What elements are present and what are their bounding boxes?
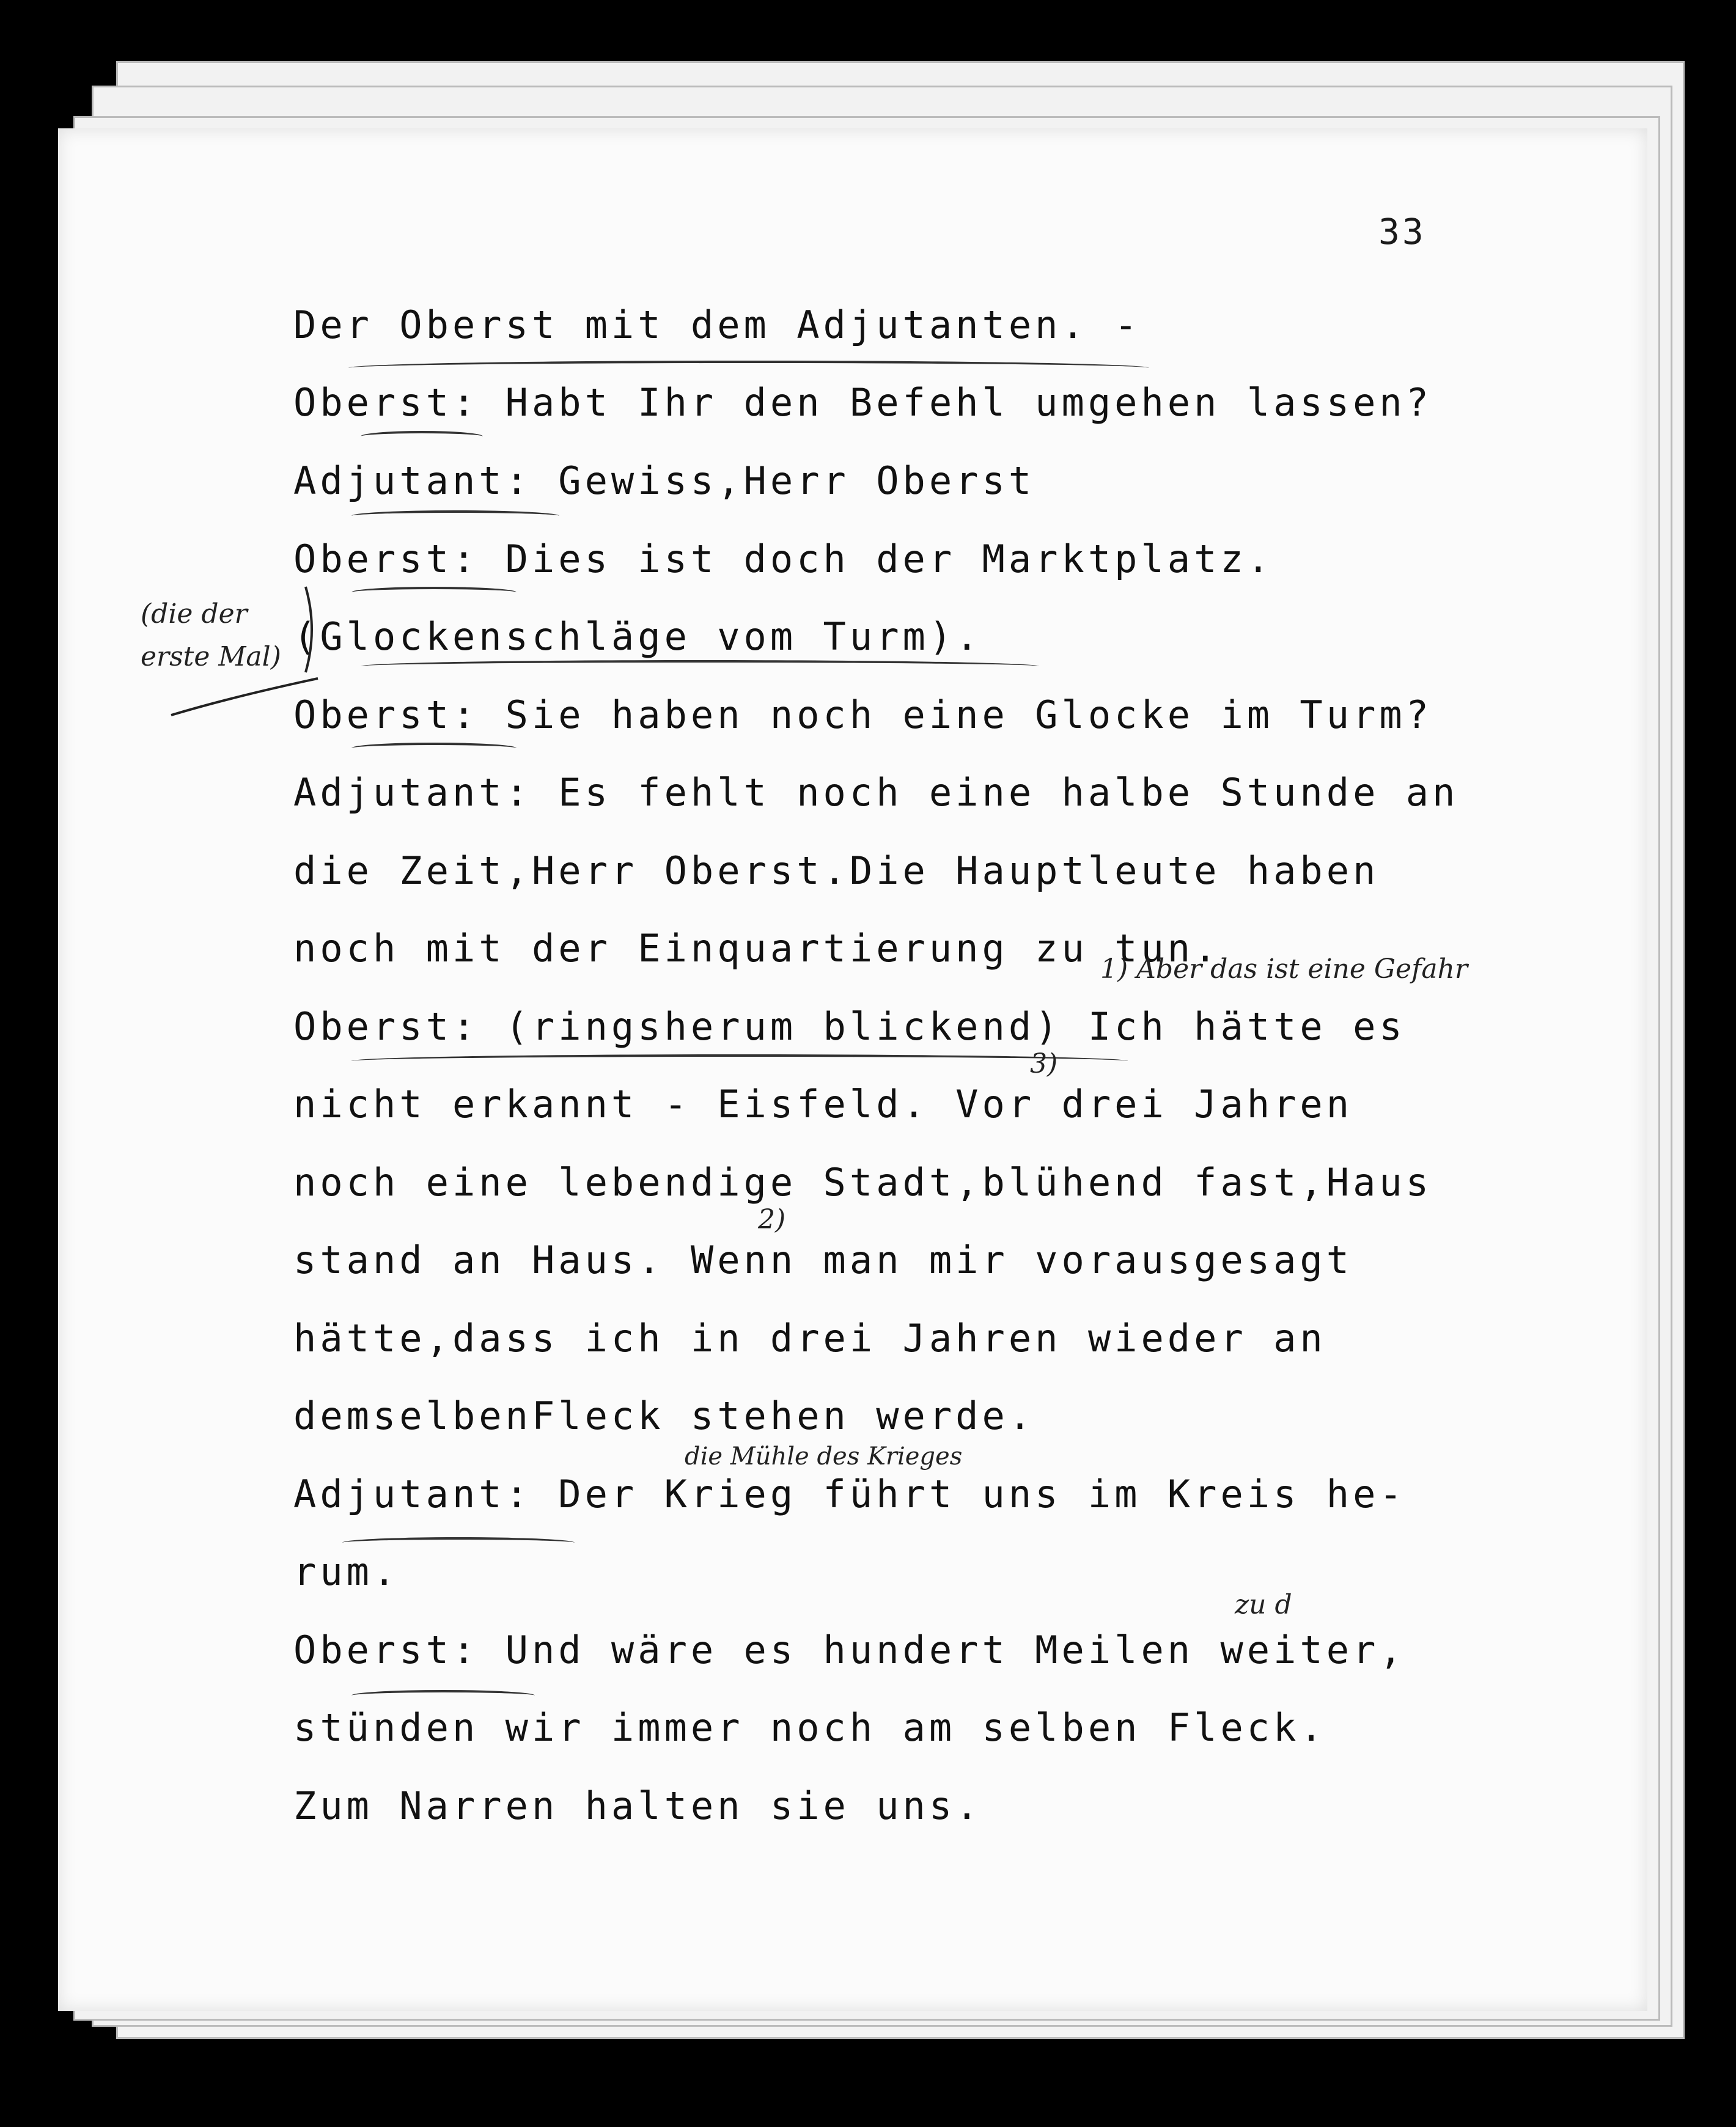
pen-underline — [348, 361, 1149, 375]
text-line: stand an Haus. Wenn man mir vorausgesagt — [293, 1238, 1353, 1282]
pen-underline — [351, 587, 517, 598]
text-line: Oberst: Habt Ihr den Befehl umgehen lassen? — [293, 380, 1433, 425]
pen-underline — [361, 431, 483, 442]
margin-note — [122, 581, 324, 721]
margin-note-text: (die der erste Mal) — [141, 598, 281, 672]
handwritten-note: 1) Aber das ist eine Gefahr — [1100, 953, 1468, 985]
handwritten-mark: 2) — [758, 1204, 786, 1235]
text-line: stünden wir immer noch am selben Fleck. — [293, 1705, 1326, 1750]
text-line: noch mit der Einquartierung zu tun. — [293, 926, 1221, 971]
text-line: nicht erkannt - Eisfeld. Vor drei Jahren — [293, 1082, 1353, 1126]
handwritten-note: zu d — [1235, 1589, 1292, 1620]
text-line: Oberst: Dies ist doch der Marktplatz. — [293, 537, 1274, 581]
text-line: demselbenFleck stehen werde. — [293, 1394, 1035, 1438]
pen-underline — [351, 510, 559, 521]
text-line: (Glockenschläge vom Turm). — [293, 614, 982, 659]
text-line: Zum Narren halten sie uns. — [293, 1784, 982, 1828]
handwritten-mark: 3) — [1030, 1048, 1058, 1079]
pen-underline — [351, 1054, 1128, 1068]
text-line: Oberst: Sie haben noch eine Glocke im Turm? — [293, 692, 1433, 737]
text-line: noch eine lebendige Stadt,blühend fast,Haus — [293, 1160, 1433, 1205]
pen-underline — [351, 1690, 535, 1701]
text-line: Oberst: (ringsherum blickend) Ich hätte es — [293, 1004, 1406, 1049]
text-line: Adjutant: Gewiss,Herr Oberst — [293, 458, 1035, 503]
text-line: Adjutant: Der Krieg führt uns im Kreis he- — [293, 1472, 1406, 1516]
text-line: Oberst: Und wäre es hundert Meilen weiter, — [293, 1628, 1406, 1672]
pen-underline — [361, 660, 1039, 672]
text-line: Adjutant: Es fehlt noch eine halbe Stunde an — [293, 770, 1459, 815]
handwritten-note: die Mühle des Krieges — [685, 1442, 963, 1471]
text-line: rum. — [293, 1549, 400, 1594]
text-line: Der Oberst mit dem Adjutanten. - — [293, 303, 1141, 347]
page-number: 33 — [1378, 211, 1426, 252]
text-line: hätte,dass ich in drei Jahren wieder an — [293, 1316, 1326, 1361]
pen-underline — [351, 743, 517, 754]
pen-underline — [342, 1537, 575, 1548]
text-line: die Zeit,Herr Oberst.Die Hauptleute haben — [293, 848, 1380, 893]
